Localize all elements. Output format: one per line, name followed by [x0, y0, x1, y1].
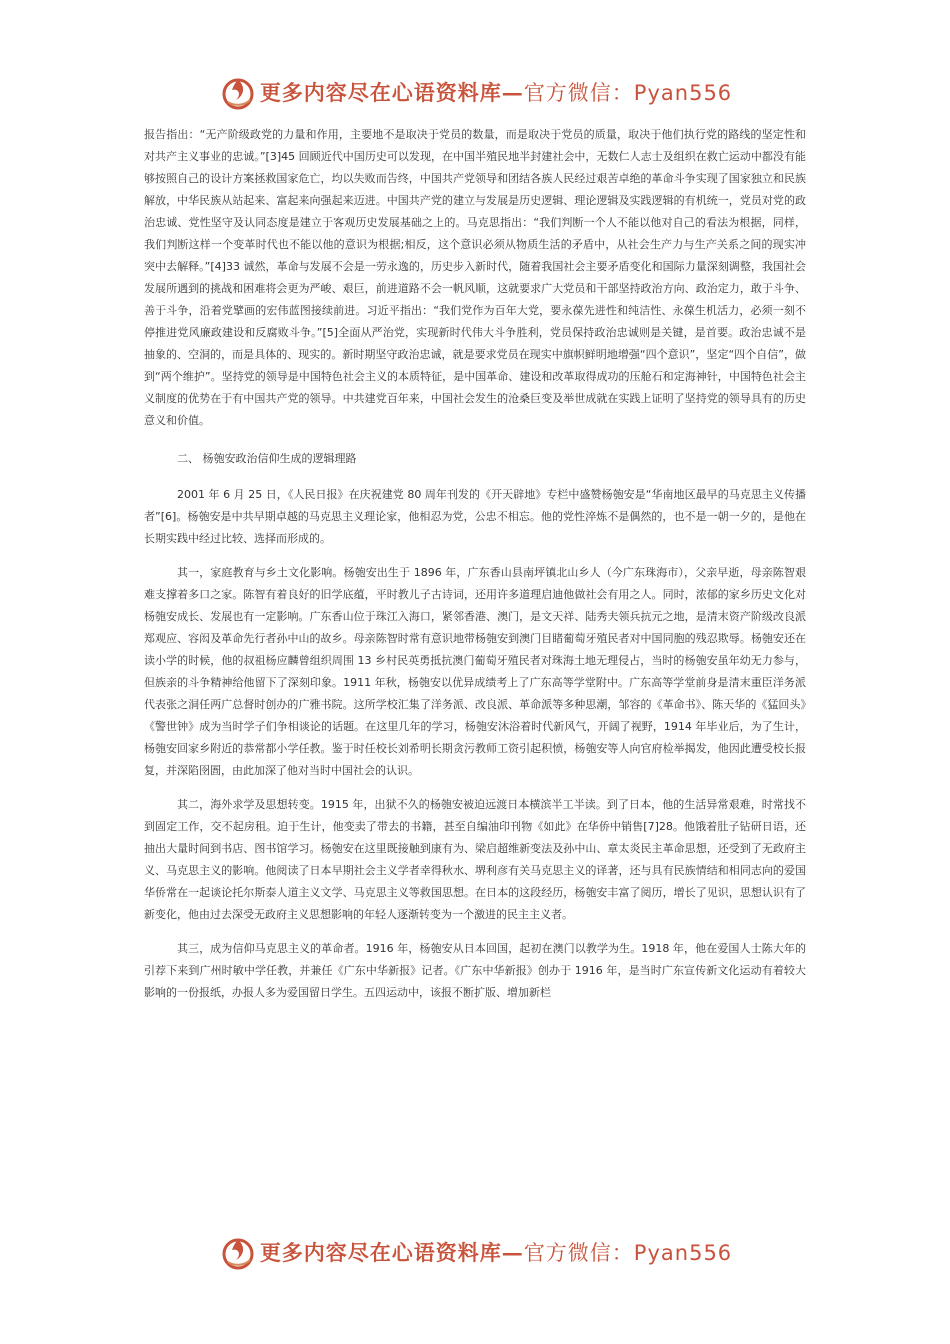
banner-main-text: 更多内容尽在心语资料库— [259, 1240, 524, 1265]
document-body [144, 124, 806, 1004]
flame-swirl-logo-icon [218, 1232, 258, 1272]
body-paragraph-5: 其三，成为信仰马克思主义的革命者。1916 年，杨匏安从日本回国，起初在澳门以教学为生。1918 年，他在爱国人士陈大年的引荐下来到广州时敏中学任教，并兼任《广东中华新报》记者。《广东中华新报》创办于 1916 年，是当时广东宣传新文化运动有着较大影响的一份报纸，办报人多为爱国留日学生。五四运动中，该报不断扩版、增加新栏 [144, 942, 806, 999]
banner-wechat-text: 官方微信：Pyan556 [523, 1241, 733, 1265]
banner-text [260, 77, 732, 107]
banner-text [260, 1237, 732, 1267]
body-paragraph-1: 报告指出：“无产阶级政党的力量和作用，主要地不是取决于党员的数量，而是取决于党员的质量，取决于他们执行党的路线的坚定性和对共产主义事业的忠诚。”[3]45 回顾近代中国历史可以发现，在中国半殖民地半封建社会中，无数仁人志士及组织在救亡运动中都没有能够按照自己的设计方案拯救国家危亡，均以失败而告终，中国共产党领导和团结各族人民经过艰苦卓绝的革命斗争实现了国家独立和民族解放，中华民族从站起来、富起来向强起来迈进。中国共产党的建立与发展是历史逻辑、理论逻辑及实践逻辑的有机统一，党员对党的政治忠诚、党性坚守及认同态度是建立于客观历史发展基础之上的。马克思指出：“我们判断一个人不能以他对自己的看法为根据，同样，我们判断这样一个变革时代也不能以他的意识为根据;相反，这个意识必须从物质生活的矛盾中，从社会生产力与生产关系之间的现实冲突中去解释。”[4]33 诚然，革命与发展不会是一劳永逸的，历史步入新时代，随着我国社会主要矛盾变化和国际力量深刻调整，我国社会发展所遇到的挑战和困难将会更为严峻、艰巨，前进道路不会一帆风顺，这就要求广大党员和干部坚持政治方向、政治定力，敢于斗争、善于斗争，沿着党擘画的宏伟蓝图接续前进。习近平指出：“我们党作为百年大党，要永葆先进性和纯洁性、永葆生机活力，必须一刻不停推进党风廉政建设和反腐败斗争。”[5]全面从严治党，实现新时代伟大斗争胜利，党员保持政治忠诚则是关键，是首要。政治忠诚不是抽象的、空洞的，而是具体的、现实的。新时期坚守政治忠诚，就是要求党员在现实中旗帜鲜明地增强“四个意识”，坚定“四个自信”，做到“两个维护”。坚持党的领导是中国特色社会主义的本质特征，是中国革命、建设和改革取得成功的压舱石和定海神针，中国特色社会主义制度的优势在于有中国共产党的领导。中共建党百年来，中国社会发生的沧桑巨变及举世成就在实践上证明了坚持党的领导具有的历史意义和价值。 [144, 128, 806, 427]
flame-swirl-logo-icon [218, 72, 258, 112]
body-paragraph-2: 2001 年 6 月 25 日，《人民日报》在庆祝建党 80 周年刊发的《开天辟地》专栏中盛赞杨匏安是“华南地区最早的马克思主义传播者”[6]。杨匏安是中共早期卓越的马克思主义理论家，他相忍为党，公忠不相忘。他的党性淬炼不是偶然的，也不是一朝一夕的，是他在长期实践中经过比较、选择而形成的。 [144, 488, 806, 545]
banner-main-text: 更多内容尽在心语资料库— [259, 80, 524, 105]
body-paragraph-3: 其一，家庭教育与乡土文化影响。杨匏安出生于 1896 年，广东香山县南坪镇北山乡人（今广东珠海市），父亲早逝，母亲陈智艰难支撑着多口之家。陈智有着良好的旧学底蕴，平时教儿子古诗词，还用许多道理启迪他做社会有用之人。同时，浓郁的家乡历史文化对杨匏安成长、发展也有一定影响。广东香山位于珠江入海口，紧邻香港、澳门，是文天祥、陆秀夫领兵抗元之地，是清末资产阶级改良派郑观应、容闳及革命先行者孙中山的故乡。母亲陈智时常有意识地带杨匏安到澳门目睹葡萄牙殖民者对中国同胞的残忍欺辱。杨匏安还在读小学的时候，他的叔祖杨应麟曾组织周围 13 乡村民英勇抵抗澳门葡萄牙殖民者对珠海土地无理侵占，当时的杨匏安虽年幼无力参与，但族亲的斗争精神给他留下了深刻印象。1911 年秋，杨匏安以优异成绩考上了广东高等学堂附中。广东高等学堂前身是清末重臣洋务派代表张之洞任两广总督时创办的广雅书院。这所学校汇集了洋务派、改良派、革命派等多种思潮，邹容的《革命书》、陈天华的《猛回头》《警世钟》成为当时学子们争相谈论的话题。在这里几年的学习，杨匏安沐浴着时代新风气，开阔了视野，1914 年毕业后，为了生计，杨匏安回家乡附近的恭常都小学任教。鉴于时任校长刘希明长期贪污教师工资引起积愤，杨匏安等人向官府检举揭发，他因此遭受校长报复，并深陷囹圄，由此加深了他对当时中国社会的认识。 [144, 566, 806, 777]
header-watermark-banner [0, 72, 950, 112]
footer-watermark-banner [0, 1232, 950, 1272]
section-heading: 二、 杨匏安政治信仰生成的逻辑理路 [177, 452, 357, 465]
body-paragraph-4: 其二，海外求学及思想转变。1915 年，出狱不久的杨匏安被迫远渡日本横滨半工半读。到了日本，他的生活异常艰难，时常找不到固定工作，交不起房租。迫于生计，他变卖了带去的书籍，甚至自编油印刊物《如此》在华侨中销售[7]28。他饿着肚子钻研日语，还抽出大量时间到书店、图书馆学习。杨匏安在这里既接触到康有为、梁启超维新变法及孙中山、章太炎民主革命思想，还受到了无政府主义、马克思主义的影响。他阅读了日本早期社会主义学者幸得秋水、堺利彦有关马克思主义的译著，还与具有民族情结和相同志向的爱国华侨常在一起谈论托尔斯泰人道主义文学、马克思主义等救国思想。在日本的这段经历，杨匏安丰富了阅历，增长了见识，思想认识有了新变化，他由过去深受无政府主义思想影响的年轻人逐渐转变为一个激进的民主主义者。 [144, 798, 806, 921]
banner-wechat-text: 官方微信：Pyan556 [523, 81, 733, 105]
